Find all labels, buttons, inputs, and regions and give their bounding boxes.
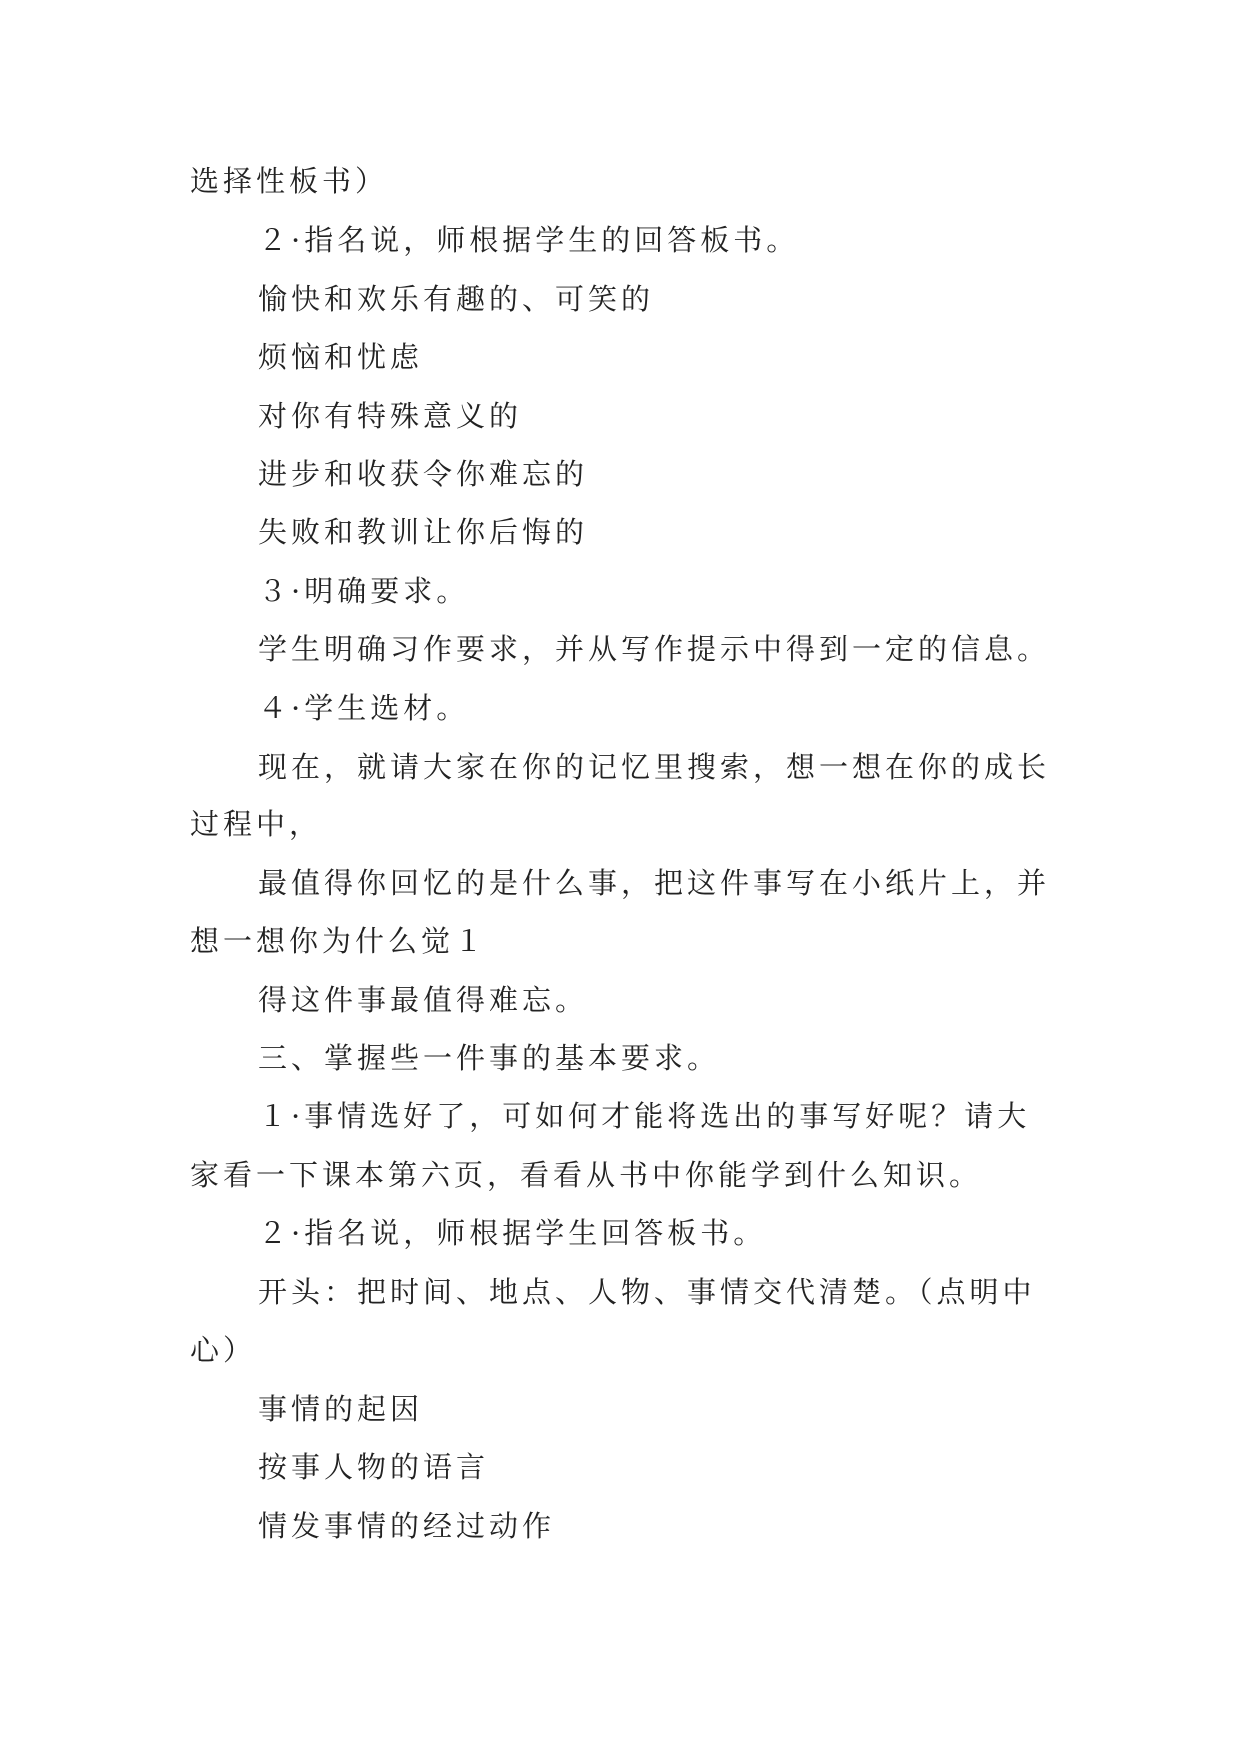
text-line: 选择性板书） <box>190 164 389 198</box>
text-line: ２·指名说，师根据学生的回答板书。 <box>258 223 800 257</box>
text-line: 开头：把时间、地点、人物、事情交代清楚。（点明中 <box>258 1275 1036 1309</box>
text-line: 事情的起因 <box>258 1392 424 1426</box>
text-line: ２·指名说，师根据学生回答板书。 <box>258 1216 767 1250</box>
text-line: 想一想你为什么觉１ <box>190 924 488 958</box>
text-line: 现在，就请大家在你的记忆里搜索，想一想在你的成长 <box>258 750 1051 784</box>
text-line: 失败和教训让你后悔的 <box>258 515 589 549</box>
text-line: 三、掌握些一件事的基本要求。 <box>258 1041 721 1075</box>
text-line: １·事情选好了，可如何才能将选出的事写好呢？请大 <box>258 1099 1031 1133</box>
text-line: 进步和收获令你难忘的 <box>258 457 589 491</box>
text-line: 过程中， <box>190 807 323 841</box>
text-line: 情发事情的经过动作 <box>258 1509 556 1543</box>
text-line: 心） <box>190 1333 257 1367</box>
text-line: 家看一下课本第六页，看看从书中你能学到什么知识。 <box>190 1158 983 1192</box>
text-line: ４·学生选材。 <box>258 691 470 725</box>
text-line: 按事人物的语言 <box>258 1450 490 1484</box>
text-line: 最值得你回忆的是什么事，把这件事写在小纸片上，并 <box>258 866 1051 900</box>
text-line: 对你有特殊意义的 <box>258 399 523 433</box>
text-line: 学生明确习作要求，并从写作提示中得到一定的信息。 <box>258 632 1051 666</box>
text-line: 烦恼和忧虑 <box>258 340 424 374</box>
text-line: 愉快和欢乐有趣的、可笑的 <box>258 282 655 316</box>
text-line: ３·明确要求。 <box>258 574 470 608</box>
text-line: 得这件事最值得难忘。 <box>258 983 589 1017</box>
